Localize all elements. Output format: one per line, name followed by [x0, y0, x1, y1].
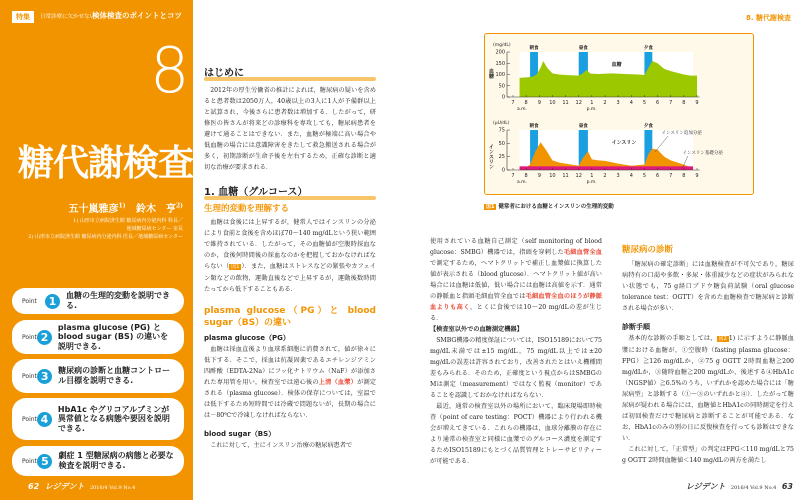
- column-1: [204, 68, 376, 451]
- caption-text: 健常者における血糖とインスリンの生理的変動: [498, 204, 614, 210]
- point-item: [12, 359, 184, 393]
- y-unit-label: (μU/dL): [493, 121, 510, 126]
- chapter-title: 糖代謝検査: [18, 143, 194, 184]
- subheading-diagnosis: 糖尿病の診断: [622, 245, 674, 255]
- point-item: [12, 288, 184, 314]
- page-number: 63: [781, 482, 793, 491]
- x-sublabel: a.m.: [516, 107, 527, 112]
- series-label: インスリン: [611, 140, 637, 146]
- x-sublabel: a.m.: [516, 180, 527, 185]
- figure-label: 図1: [486, 204, 495, 210]
- affiliation: 地域糖尿病センター 室長: [126, 226, 183, 232]
- annotation-label: インスリン追加分泌: [661, 131, 702, 136]
- y-axis-label: 血糖: [488, 68, 494, 79]
- x-tick-label: 7: [511, 173, 515, 179]
- x-tick-label: 12: [575, 173, 582, 179]
- meal-label: 昼食: [578, 46, 588, 51]
- bracket-heading: 【検査室以外での血糖測定機器】: [430, 326, 523, 333]
- authors: [69, 200, 183, 215]
- author-name: 五十嵐雅彦: [68, 204, 119, 215]
- x-tick-label: 6: [655, 173, 660, 179]
- x-tick-label: 5: [642, 100, 647, 106]
- point-label: Point: [22, 415, 37, 423]
- x-tick-label: 1: [590, 100, 594, 106]
- page-footer-left: [28, 481, 135, 492]
- point-text: HbA1c やグリコアルブミンが異常値となる病態や要因を説明できる.: [57, 404, 170, 433]
- point-number-badge: 3: [37, 369, 52, 384]
- meal-label: 朝食: [529, 124, 539, 129]
- text: が測定される（plasma glucose）．検体の保存については，室温では低下するため短時間では冷蔵で問題ないが，長期の場合には－80℃で冷凍しなければならない．: [204, 379, 377, 419]
- point-item: [12, 320, 184, 354]
- page-number: 62: [28, 482, 40, 491]
- author-sup: 2): [175, 202, 183, 210]
- section-heading-intro: はじめに: [204, 68, 376, 81]
- intro-paragraph: 2012年の厚生労働省の推計によれば，糖尿病の疑いを含めると患者数は2050万人，40歳以上の3人に1人が予備群以上と試算され，今後さらに患者数は増加する．したがって，研修医の皆さんが将来どの診療科を専攻しても，糖尿病患者を避けて通ることはできない．また，血糖が極端に高い場合や低血糖の場合には意識障害をきたして救急搬送される場合が多く，初期診断が生命予後を左右するため，正確な診断と適切な治療が要求される．: [204, 87, 376, 171]
- x-tick-label: 10: [549, 100, 556, 106]
- x-tick-label: 11: [562, 173, 569, 179]
- subheading-physiology: 生理的変動を理解する: [204, 204, 290, 214]
- y-tick-label: 200: [495, 49, 505, 56]
- point-text: 糖尿病の診断と血糖コントロール目標を説明できる.: [58, 366, 171, 385]
- subheading-pg-bs: plasma glucose（PG）と blood sugar（BS）の違い: [204, 306, 376, 328]
- x-tick-label: 4: [629, 100, 633, 106]
- paragraph: これに対して，「正常型」の判定はFPG＜110 mg/dLと75 g OGTT 2時間血糖値＜140 mg/dLの両方を満たし: [622, 446, 794, 464]
- y-tick-label: 25: [498, 154, 505, 161]
- author-name: 鈴木 亨: [135, 204, 176, 215]
- x-tick-label: 3: [616, 100, 620, 106]
- x-tick-label: 11: [562, 100, 569, 106]
- insulin-basal-band: [520, 166, 693, 170]
- x-tick-label: 4: [629, 173, 633, 179]
- meal-label: 夕食: [643, 46, 653, 51]
- x-tick-label: 2: [603, 100, 607, 106]
- meal-label: 夕食: [643, 124, 653, 129]
- paragraph: 最近，通常の検査室以外の場所において，臨床現場即時検査（point of care testing：POCT）機器により行われる機会が増えてきている．これらの機器は，血球分離膜の存在により通常の検査室と同様に血漿でのグルコース濃度を測定するためISO15189にもとづく品質管理とトレーサビリティーが可能である．: [430, 403, 602, 465]
- x-tick-label: 8: [682, 100, 686, 106]
- x-tick-label: 10: [549, 173, 556, 179]
- paragraph: [622, 333, 794, 444]
- issue-info: 2016/4 Vol.9 No.4: [730, 485, 777, 491]
- x-tick-label: 8: [682, 173, 686, 179]
- x-tick-label: 9: [537, 100, 541, 106]
- chapter-sidebar: [0, 0, 193, 500]
- text: 血糖は食後には上昇するが，健常人ではインスリンの分泌により食前と食後を含めほぼ70～140 mg/dLという狭い範囲で維持されている．したがって，その血糖値が空腹時採血なのか，食後何時間後の採血なのかを把握しておかなければならない（: [204, 219, 376, 270]
- text: 血糖は採血直後より血球系細胞に消費されて，値が徐々に低下する．そこで，採血は抗凝固薬であるエチレンジアミン四酢酸（EDTA-2Na）にフッ化ナトリウム（NaF）が添加された専用管を用い，検査室では遠心後の: [204, 346, 376, 386]
- x-tick-label: 8: [524, 173, 528, 179]
- series-label: 血糖: [611, 62, 622, 68]
- y-tick-label: 0: [501, 94, 505, 101]
- annotation-label: インスリン基礎分泌: [682, 151, 723, 156]
- y-unit-label: (mg/dL): [493, 43, 511, 48]
- figure-1-box: [484, 33, 754, 195]
- subheading-procedure: 診断手順: [622, 323, 650, 331]
- highlight: 上清（血漿）: [318, 379, 358, 386]
- x-tick-label: 6: [655, 100, 660, 106]
- page-footer-right: [686, 481, 793, 492]
- text: ，とくに食後では10～20 mg/dLの差が生じる．: [430, 304, 603, 322]
- x-tick-label: 7: [511, 100, 515, 106]
- x-tick-label: 12: [575, 100, 582, 106]
- subheading-bs: blood sugar（BS）: [204, 430, 276, 438]
- figure-ref: 図2: [718, 336, 727, 342]
- feature-tag: 特集: [12, 11, 34, 23]
- magazine-name: レジデント: [44, 482, 85, 491]
- text: ）．また，血糖はストレスなどの緊張やカフェイン類などの飲物，運動直後などで上昇するが，運動後数時間たってから低下することもある．: [204, 263, 376, 293]
- point-label: Point: [22, 457, 37, 465]
- smbg-paragraph: [430, 236, 602, 324]
- y-tick-label: 0: [501, 167, 505, 174]
- text: 1) に示すように静脈血漿における血糖が，①空腹時（fasting plasma glucose：FPG）≧126 mg/dLか，②75 g OGTT 2時間血糖≧200 mg/dLか，③随時血糖≧200 mg/dLか，後述する④HbA1c（NGSP値）≧6.5%のうち，いずれかを認めた場合には「糖尿病型」と診断する（①～③のいずれかと④）．したがって糖尿病が疑われる場合には，血糖値とHbA1cの同時測定を行えば初回検査だけで糖尿病と診断することが可能である．なお，HbA1cのみの別の日に反復検査を行っても診断はできない．: [622, 335, 794, 442]
- column-2: [430, 236, 602, 467]
- highlight: 毛細血管全血のほうが静脈血よりも高く: [430, 293, 603, 311]
- x-sublabel: p.m.: [586, 180, 597, 185]
- point-label: Point: [22, 297, 37, 305]
- highlight: 毛細血管全血: [563, 249, 602, 256]
- y-tick-label: 100: [495, 72, 505, 78]
- figure-ref: 図1: [231, 264, 240, 270]
- section-heading-glucose: 1. 血糖（グルコース）: [204, 187, 376, 200]
- text: 使用されている血糖自己測定（self monitoring of blood glucose：SMBG）機器では，指頭を穿刺した: [430, 238, 602, 256]
- point-number-badge: 1: [45, 294, 60, 309]
- point-text: 血糖の生理的変動を説明できる.: [65, 291, 170, 310]
- point-number-badge: 2: [37, 330, 52, 345]
- point-number-badge: 4: [37, 412, 52, 427]
- paragraph: SMBG機器の精度保証については，ISO15189において75 mg/dL未満では±15 mg/dL，75 mg/dL以上では±20 mg/dLの誤差は許容されており，改善されたとはいえ機種間差もみられる．そのため，正確度という視点からはSMBGのMは測定（measurement）ではなく監視（monitor）であることを認識しておかなければならない．: [430, 337, 602, 399]
- physiology-paragraph: [204, 217, 376, 295]
- y-tick-label: 75: [498, 127, 505, 134]
- meal-label: 昼食: [578, 124, 588, 129]
- x-tick-label: 9: [695, 100, 699, 106]
- x-sublabel: p.m.: [586, 107, 597, 112]
- meal-label: 朝食: [529, 46, 539, 51]
- pg-paragraph: [204, 344, 376, 421]
- bs-paragraph: これに対して，主にインスリン治療の糖尿病患者で: [210, 442, 353, 449]
- affiliation: 1) 山形市立病院済生館 糖尿病内分泌内科 科長／: [73, 218, 183, 224]
- y-tick-label: 50: [498, 83, 505, 90]
- chapter-number: 8: [150, 34, 190, 107]
- x-tick-label: 9: [537, 173, 541, 179]
- figure-1-charts: [485, 34, 753, 194]
- x-tick-label: 8: [524, 100, 528, 106]
- y-tick-label: 50: [498, 140, 505, 147]
- x-tick-label: 7: [669, 173, 673, 179]
- point-label: Point: [22, 333, 37, 341]
- column-3: [622, 244, 794, 466]
- text: で測定するため，ヘマトクリットで補正し血漿値に換算した値が表示される（blood glucose）．ヘマトクリット値が高い場合には血糖は低値，低い場合には血糖は高値を示す．通常の静脈血と指頭毛細血管全血では: [430, 260, 602, 300]
- x-tick-label: 5: [642, 173, 647, 179]
- point-text: 劇症 1 型糖尿病の病態と必要な検査を説明できる.: [58, 451, 174, 470]
- affiliation: 2) 山形市立病院済生館 糖尿病内分泌内科 医長／地域糖尿病センター: [28, 234, 183, 240]
- magazine-name: レジデント: [685, 482, 726, 491]
- point-text: plasma glucose (PG) と blood sugar (BS) の違いを説明できる.: [57, 322, 169, 351]
- x-tick-label: 2: [603, 173, 607, 179]
- author-sup: 1): [118, 202, 126, 210]
- subheading-pg: plasma glucose（PG）: [204, 334, 290, 342]
- series-tagline: 日常診療に欠かせない: [40, 14, 96, 20]
- point-item: [12, 446, 184, 476]
- issue-info: 2016/4 Vol.9 No.4: [89, 485, 136, 491]
- running-head: 8. 糖代謝検査: [746, 14, 791, 22]
- x-tick-label: 3: [616, 173, 620, 179]
- x-tick-label: 9: [695, 173, 699, 179]
- figure-caption: [484, 202, 614, 210]
- x-tick-label: 1: [590, 173, 594, 179]
- text: 基本的な診断の手順としては，: [628, 335, 717, 342]
- point-item: [12, 398, 184, 440]
- paragraph: 「糖尿病の確定診断」には血糖検査が不可欠であり，糖尿病特有の口渇や多飲・多尿・体重減少などの症状がみられない状態でも，75 g経口ブドウ糖負荷試験（oral glucose tolerance test：OGTT）を含めた血糖検査で糖尿病と診断される場合が多い．: [622, 261, 794, 312]
- point-label: Point: [22, 372, 37, 380]
- point-number-badge: 5: [37, 454, 52, 469]
- y-tick-label: 150: [495, 60, 505, 67]
- x-tick-label: 7: [669, 100, 673, 106]
- y-axis-label: インスリン: [488, 144, 494, 169]
- series-title: 検体検査のポイントとコツ: [92, 11, 182, 20]
